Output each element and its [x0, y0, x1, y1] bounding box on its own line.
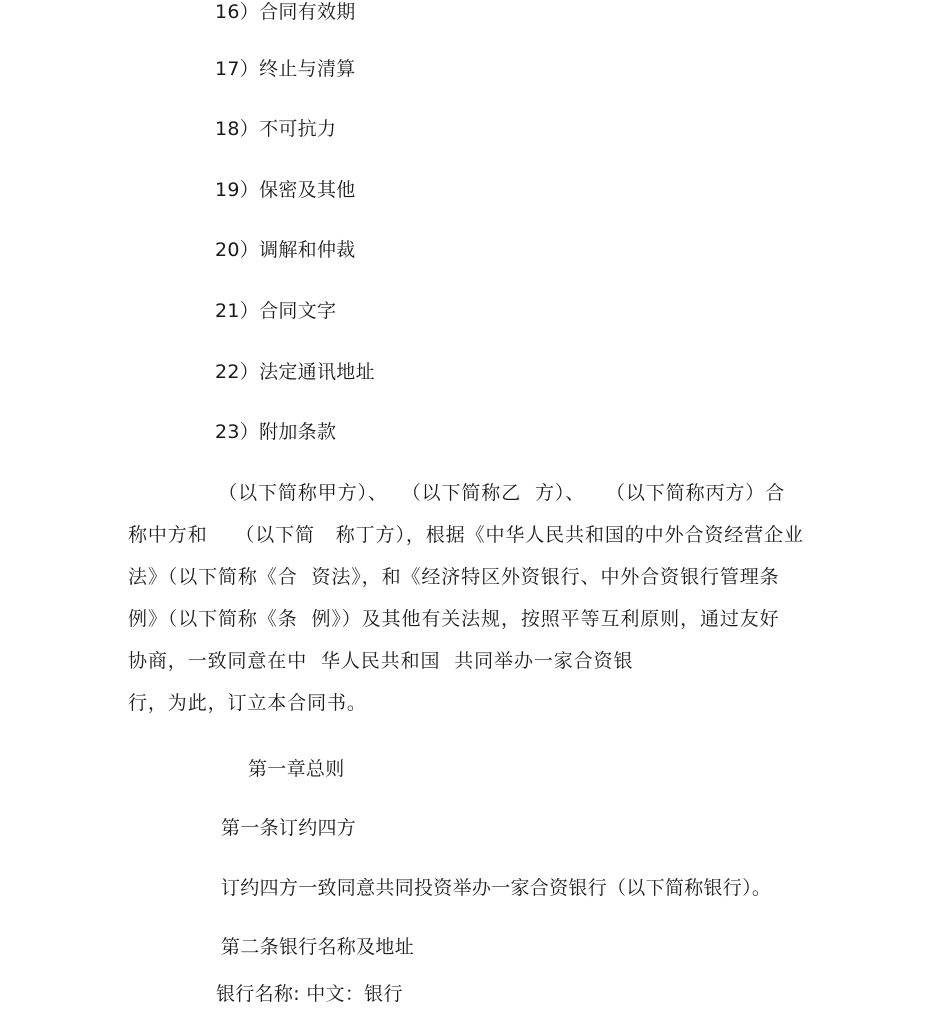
bank-name-field: 银行名称: 中文：银行: [216, 983, 403, 1005]
toc-item-21: 21）合同文字: [215, 300, 337, 322]
article-1-title: 第一条订约四方: [221, 817, 357, 839]
preamble-line: 法》（以下简称《合 资法》，和《经济特区外资银行、中外合资银行管理条: [128, 566, 780, 588]
toc-item-18: 18）不可抗力: [215, 118, 337, 140]
toc-item-23: 23）附加条款: [215, 421, 337, 443]
chapter-title: 第一章总则: [248, 758, 345, 780]
preamble-line: 称中方和 （以下简 称丁方），根据《中华人民共和国的中外合资经营企业: [128, 524, 804, 546]
preamble-line: 行，为此，订立本合同书。: [128, 692, 367, 714]
preamble-line: 例》（以下简称《条 例》）及其他有关法规，按照平等互利原则，通过友好: [128, 608, 780, 630]
toc-item-16: 16）合同有效期: [215, 1, 356, 23]
preamble-line: 协商，一致同意在中 华人民共和国 共同举办一家合资银: [128, 650, 634, 672]
toc-item-22: 22）法定通讯地址: [215, 361, 375, 383]
article-1-body: 订约四方一致同意共同投资举办一家合资银行（以下简称银行）。: [221, 877, 772, 899]
toc-item-17: 17）终止与清算: [215, 58, 356, 80]
article-2-title: 第二条银行名称及地址: [221, 936, 415, 958]
preamble-line: （以下简称甲方）、 （以下简称乙 方）、 （以下简称丙方）合: [128, 482, 786, 504]
toc-item-19: 19）保密及其他: [215, 179, 356, 201]
toc-item-20: 20）调解和仲裁: [215, 239, 356, 261]
